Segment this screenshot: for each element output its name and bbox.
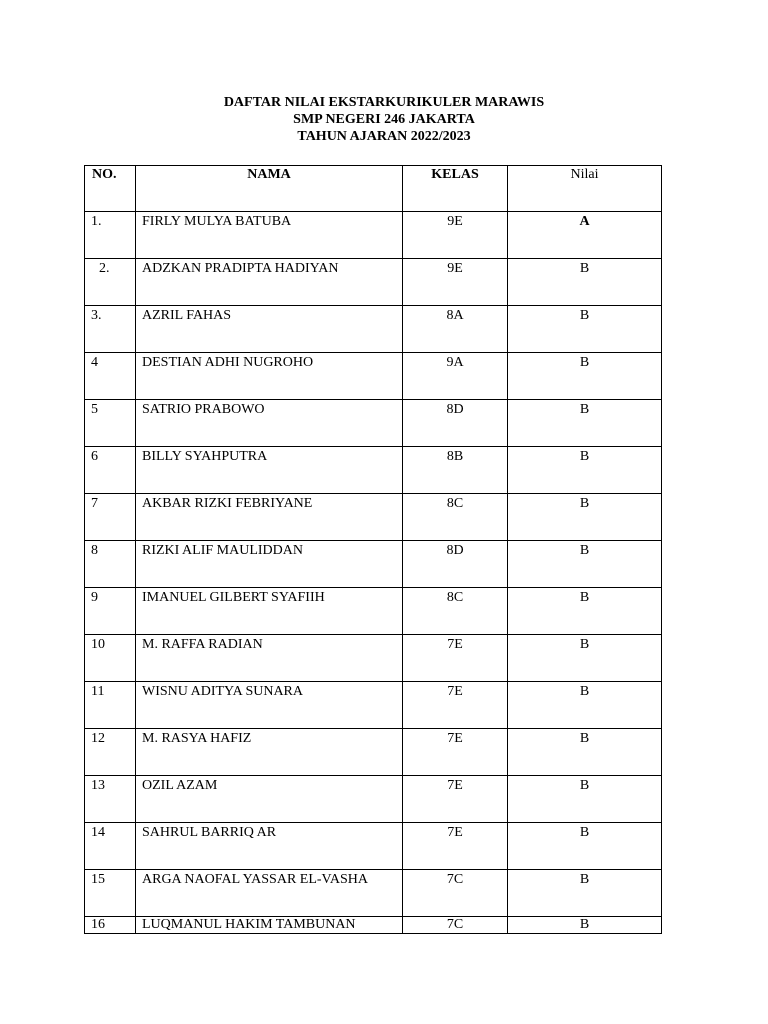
title-line-1: DAFTAR NILAI EKSTARKURIKULER MARAWIS [223,95,545,110]
cell-nilai: B [508,729,662,776]
cell-nama: FIRLY MULYA BATUBA [136,212,403,259]
cell-nilai: B [508,353,662,400]
cell-kelas: 8D [403,400,508,447]
cell-nilai: B [508,259,662,306]
cell-no: 10 [85,635,136,682]
grades-table [84,165,662,934]
table-row [85,447,662,494]
cell-nama: SATRIO PRABOWO [136,400,403,447]
table-row [85,917,662,934]
cell-kelas: 7E [403,682,508,729]
cell-kelas: 9A [403,353,508,400]
cell-nilai: B [508,823,662,870]
table-row [85,494,662,541]
cell-nilai: B [508,870,662,917]
cell-kelas: 8D [403,541,508,588]
table-row [85,306,662,353]
cell-nama: SAHRUL BARRIQ AR [136,823,403,870]
table-row [85,682,662,729]
cell-nilai: B [508,306,662,353]
column-header-nama: NAMA [136,166,403,212]
title-line-3: TAHUN AJARAN 2022/2023 [297,129,471,144]
cell-kelas: 7E [403,635,508,682]
table-header-row [85,166,662,212]
cell-no: 7 [85,494,136,541]
cell-nama: IMANUEL GILBERT SYAFIIH [136,588,403,635]
cell-nama: M. RASYA HAFIZ [136,729,403,776]
cell-kelas: 7C [403,917,508,934]
table-row [85,541,662,588]
cell-nilai: B [508,494,662,541]
cell-nilai: A [508,212,662,259]
cell-nilai: B [508,541,662,588]
title-line-2: SMP NEGERI 246 JAKARTA [293,112,475,127]
cell-nama: RIZKI ALIF MAULIDDAN [136,541,403,588]
cell-nilai: B [508,917,662,934]
cell-no: 16 [85,917,136,934]
cell-nama: ARGA NAOFAL YASSAR EL-VASHA [136,870,403,917]
cell-nama: BILLY SYAHPUTRA [136,447,403,494]
cell-nama: WISNU ADITYA SUNARA [136,682,403,729]
cell-nilai: B [508,635,662,682]
cell-nama: OZIL AZAM [136,776,403,823]
table-row [85,635,662,682]
cell-kelas: 8A [403,306,508,353]
table-row [85,353,662,400]
cell-nilai: B [508,776,662,823]
cell-no: 15 [85,870,136,917]
cell-nama: AKBAR RIZKI FEBRIYANE [136,494,403,541]
cell-kelas: 8B [403,447,508,494]
cell-kelas: 9E [403,259,508,306]
cell-kelas: 7E [403,823,508,870]
cell-kelas: 8C [403,588,508,635]
cell-nama: ADZKAN PRADIPTA HADIYAN [136,259,403,306]
cell-nama: AZRIL FAHAS [136,306,403,353]
cell-nilai: B [508,588,662,635]
cell-kelas: 7E [403,729,508,776]
cell-no: 11 [85,682,136,729]
table-row [85,870,662,917]
table-row [85,400,662,447]
cell-nama: M. RAFFA RADIAN [136,635,403,682]
cell-no: 9 [85,588,136,635]
table-row [85,259,662,306]
table-row [85,729,662,776]
cell-kelas: 7C [403,870,508,917]
cell-no: 14 [85,823,136,870]
cell-kelas: 7E [403,776,508,823]
cell-no: 2. [85,259,136,306]
document-title [0,94,768,145]
cell-nama: LUQMANUL HAKIM TAMBUNAN [136,917,403,934]
table-row [85,588,662,635]
cell-kelas: 9E [403,212,508,259]
column-header-no: NO. [85,166,136,212]
cell-no: 13 [85,776,136,823]
table-row [85,212,662,259]
cell-no: 3. [85,306,136,353]
cell-nama: DESTIAN ADHI NUGROHO [136,353,403,400]
cell-nilai: B [508,682,662,729]
cell-no: 12 [85,729,136,776]
cell-no: 6 [85,447,136,494]
cell-no: 4 [85,353,136,400]
cell-no: 1. [85,212,136,259]
cell-nilai: B [508,400,662,447]
column-header-nilai: Nilai [508,166,662,212]
cell-nilai: B [508,447,662,494]
cell-no: 5 [85,400,136,447]
column-header-kelas: KELAS [403,166,508,212]
cell-kelas: 8C [403,494,508,541]
table-row [85,776,662,823]
table-row [85,823,662,870]
cell-no: 8 [85,541,136,588]
